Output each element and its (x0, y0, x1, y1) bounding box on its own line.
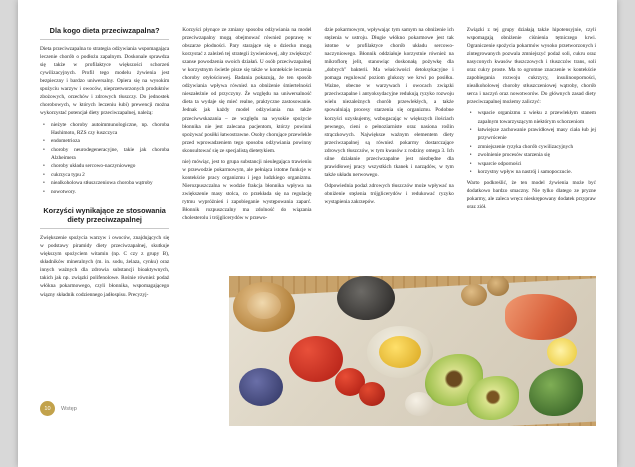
list-item: • cukrzyca typu 2 (47, 171, 169, 179)
lemon-wedge (547, 338, 577, 366)
section-spacer (40, 199, 169, 206)
walnut (461, 284, 487, 306)
list-item: • wsparcie odporności (474, 160, 596, 168)
bullet-list-2 (467, 109, 596, 176)
paragraph: dzie pokarmowym, wpływając tym samym na obniżenie ich stężenia w ustroju. Długie włókno pokarmowe jest tak istotne w profilaktyce chorób układu sercowo-naczyniowego. Błonnik oddziałuje korzystnie również na mikroflorę jelit, stanowiąc doskonałą pożywkę dla „dobrych" bakterii. Ma właściwości detoksykacyjne i pomaga regulować poziom glukozy we krwi po posiłku. Ważne, obecne w warzywach i owocach związki przeciwzapalne i antyoksydacyjne redukują ryzyko rozwoju wielu niezależnych chorób przewlekłych, a także spowalniają procesy starzenia się organizmu. Podobne korzyści uzyskujemy, wzbogacając w większych ilościach pewnego, cieni o pełnoziarniste oraz nasiona roślin strączkowych. Największe ważnym elementem diety przeciwzapalnej są również pokarmy dostarczające zdrowych tłuszczów, w tym kwasów z rodziny omega 3. Ich silne działanie przeciwzapalne jest niezbędne dla prawidłowej pracy wszystkich tkanek i narządów, w tym także układu nerwowego. (324, 27, 454, 178)
page-bleed-left (0, 0, 18, 467)
bullet-list-1 (40, 121, 169, 196)
list-item: • choroby układu sercowo-naczyniowego (47, 162, 169, 170)
garlic-bulb (405, 392, 433, 416)
blueberries (239, 368, 283, 406)
paragraph: nie) mówiąc, jest to grupa substancji nieulegająca trawieniu w przewodzie pokarmowym, ale pełniąca istotne funkcje w kontekście pracy organizmu i jego ludzkiego organizmu. Nierozpuszczalna w wodzie frakcja błonnika wpływa na zwiększenie masy stolca, co przekłada się na regulację rytmu wypróżnień i zapobieganie występowania zaparć. Błonnik rozpuszczalny ma zdolność do wiązania cholesterolu i trójglicerydów w przewo- (182, 158, 312, 222)
heading-rule (40, 39, 169, 40)
list-item: • łatwiejsze zachowanie prawidłowej masy ciała łub jej przywrócenie (474, 126, 596, 142)
paragraph: Odpowiednia podaż zdrowych tłuszczów może wpływać na obniżenie stężenia trójglicerydów i redukować ryzyko wystąpienia zakrzepów. (324, 182, 454, 205)
almond-pile (247, 292, 281, 319)
list-item: • zmniejszenie ryzyka chorób cywilizacyjnych (474, 143, 596, 151)
section-heading-2: Korzyści wynikające ze stosowania diety przeciwzapalnej (43, 205, 166, 225)
list-item: • korzystny wpływ na nastrój i samopoczucie. (474, 168, 596, 176)
column-1 (40, 26, 169, 426)
page-number: 10 (40, 401, 55, 416)
olive-oil (379, 336, 421, 368)
footer-label: Wstęp (61, 405, 77, 412)
seeds-bowl (337, 276, 395, 320)
list-item: • endometrioza (47, 137, 169, 145)
list-item: • niealkoholowa stłuszczeniowa choroba wątroby (47, 179, 169, 187)
list-item: • zwolnienie procesów starzenia się (474, 151, 596, 159)
paragraph: Korzyści płynące ze zmiany sposobu odżywiania na model przeciwzapalny mogą obejmować również poprawę w obszarze płodności. Pary starające się o dziecko mogą korzystać z zależeń tej strategii żywieniowej, aby zwiększyć szanse powodzenia swoich działań. U osób przeciwzapalnej w korzystnym świetle pisze się także w kontekście leczenia choroby otyłościowej. Badania pokazują, że ten sposób odżywiania wpływa również na obniżenie śmiertelności nieszałeżnie od przyczyny. Że względu na uniwersalność dieta ta wydaje się mieć realne, praktyczne zastosowanie. Jednak jak każdy model odżywiania ma także przeciwwskazania – ze względu na wysokie spożycie błonnika nie jest zalecana pacjentom, którzy powinni spożywać posiłki łatwostrawne. Osoby chorujące przewlekle przed wprowadzeniem tego sposobu odżywiania powinny skonsultować się ze specjalistą dietetykiem. (182, 27, 312, 154)
paragraph: Dieta przeciwzapalna to strategia odżywiania wspomagająca leczenie chorób o podłożu zapalnym. Doskonale sprawdza się także w profilaktyce większości schorzeń cywilizacyjnych. Profil tego modelu żywienia jest bezpieczny i bardzo uniwersalny. Opiera się na wysokim spożyciu warzyw i owoców, nieprzetworzonych produktów zbożowych, orzechów i zdrowych tłuszczy. Do jednostek chorobowych, w których leczeniu łubi) prewencji można wykorzystać potencjał diety przeciwzapalnej, należą: (40, 46, 170, 117)
list-item: • nieżyte choroby autoimmunologiczne, np. choroba Hashimoto, RZS czy łuszczyca (47, 121, 169, 137)
document-page (18, 0, 617, 467)
page-content (40, 26, 596, 426)
tomato (359, 382, 385, 406)
paragraph: Zwiększenie spożycia warzyw i owoców, znajdujących się w podstawy piramidy diety przeciwzapalnej, skutkuje większym spożyciem witamin (np. C czy z grupy B), składników mineralnych (m. in. sodu, żelaza, cynku) oraz innych ważnych dla zdrowia substancji bioaktywnych, takich jak np. związki polifenolowe. Rośnie również podaż włókna pokarmowego, czyli błonnika, wspomagającego wiązny składnik codziennego jadłospisu. Precyzyj- (40, 235, 170, 298)
section-heading-1: Dla kogo dieta przeciwzapalna? (49, 26, 160, 35)
heading-rule (40, 228, 169, 229)
salmon-fillet (505, 294, 577, 340)
walnut (487, 276, 509, 296)
list-item: • choroby neurodegeneracyjne, takie jak choroba Alzheimera (47, 146, 169, 162)
paragraph: Związki z tej grupy działają także hipotensyjnie, czyli wspomagają obniżenie ciśnienia tętniczego krwi. Ograniczenie spożycia pokarmów wysoko przetworzonych i zintegrowanych pozwala zmniejszyć podaż soli, cukru oraz nasyconych kwasów tłuszczowych i tłuszczów trans, soli oraz cukry proste. Ma to ogromne znaczenie w kontekście zapobiegania rozwoju cukrzycy, insulinooporności, niealkoholowej choroby stłuszczeniowej wątroby, chorób serca i naczyń oraz nowotworów. Do głównych zasad diety przeciwzapalnej możemy zaliczyć: (466, 27, 596, 106)
page-bleed-right (617, 0, 635, 467)
page-footer (40, 401, 77, 416)
food-photograph (229, 276, 596, 426)
list-item: • nowotwory. (47, 188, 169, 196)
paragraph: Warto podkreślić, że ten model żywienia może być dodatkowo bardzo smaczny. Nie tylko dlatego ze pryzne pokarmy, ale zaleca wręcz nieskrępowany dodatek przypraw oraz ziół. (466, 180, 596, 211)
red-pepper (289, 336, 343, 382)
list-item: • wspacie organizmu z wieku z przewlekłym stanem zapalnym towarzyszącym niektórym schorzeniom (474, 109, 596, 125)
